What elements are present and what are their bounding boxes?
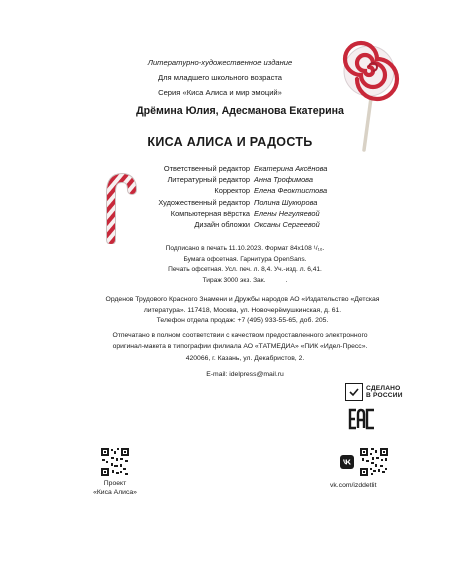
made-in-line: СДЕЛАНО xyxy=(366,385,401,392)
credit-role: Корректор xyxy=(214,186,250,196)
credit-role: Компьютерная вёрстка xyxy=(170,208,250,218)
credit-row xyxy=(118,197,398,208)
credit-name: Елены Негуляевой xyxy=(254,208,320,218)
print-info-line: Подписано в печать 11.10.2023. Формат 84x108 ¹/₁₆. xyxy=(165,245,325,252)
edition-block xyxy=(100,55,340,100)
print-info-line: Бумага офсетная. Гарнитура OpenSans. xyxy=(183,255,307,263)
project-caption xyxy=(75,479,155,497)
publisher-line: Орденов Трудового Красного Знамени и Дружбы народов АО «Издательство «Детская xyxy=(105,296,380,303)
qr-code-icon[interactable] xyxy=(360,448,388,476)
credit-role: Художественный редактор xyxy=(158,197,250,207)
vk-link[interactable]: vk.com/izddetlit xyxy=(330,482,377,489)
book-title: КИСА АЛИСА И РАДОСТЬ xyxy=(147,135,313,149)
credit-row xyxy=(118,219,398,230)
credits-list xyxy=(118,163,398,230)
credit-name: Анна Трофимова xyxy=(254,175,313,185)
credit-name: Елена Феоктистова xyxy=(254,186,328,196)
publisher-info xyxy=(100,295,385,327)
printing-line: Отпечатано в полном соответствии с качеством предоставленного электронного xyxy=(112,332,368,339)
credit-role: Дизайн обложки xyxy=(194,220,250,230)
print-info-line: Тираж 3000 экз. Зак. . xyxy=(202,276,288,284)
made-in-russia-badge xyxy=(345,383,403,401)
made-in-line: В РОССИИ xyxy=(366,392,403,399)
credit-name: Полина Шукюрова xyxy=(254,197,318,207)
printing-address: 420066, г. Казань, ул. Декабристов, 2. xyxy=(185,355,305,362)
vk-logo-icon[interactable] xyxy=(340,455,354,469)
edition-age: Для младшего школьного возраста xyxy=(157,73,283,82)
credit-row xyxy=(118,208,398,219)
edition-series: Серия «Киса Алиса и мир эмоций» xyxy=(158,88,282,97)
project-line: Проект xyxy=(103,480,127,487)
credit-row xyxy=(118,174,398,185)
print-info xyxy=(130,244,360,286)
lollipop-illustration xyxy=(338,40,400,152)
publisher-line: литература». 117418, Москва, ул. Новочерёмушкинская, д. 61. xyxy=(143,306,342,314)
publisher-line: Телефон отдела продаж: +7 (495) 933-55-65, доб. 205. xyxy=(156,317,329,325)
edition-type: Литературно-художественное издание xyxy=(147,58,293,67)
made-in-russia-icon xyxy=(345,383,363,401)
project-line: «Киса Алиса» xyxy=(93,489,137,496)
qr-code-icon[interactable] xyxy=(101,448,129,476)
printing-line: оригинал-макета в типографии филиала АО «ТАТМЕДИА» «ПИК «Идел-Пресс». xyxy=(112,342,368,350)
printing-email[interactable]: E-mail: idelpress@mail.ru xyxy=(206,371,284,378)
credit-row xyxy=(118,185,398,196)
eac-mark-icon xyxy=(348,408,376,430)
printing-info xyxy=(95,331,385,352)
print-info-line: Печать офсетная. Усл. печ. л. 8,4. Уч.-изд. л. 6,41. xyxy=(168,266,322,274)
credit-name: Екатерина Аксёнова xyxy=(254,164,328,173)
credit-role: Ответственный редактор xyxy=(163,164,250,173)
credit-name: Оксаны Сергеевой xyxy=(254,220,320,230)
credit-row xyxy=(118,163,398,174)
credit-role: Литературный редактор xyxy=(167,175,250,185)
authors: Дрёмина Юлия, Адесманова Екатерина xyxy=(136,105,344,117)
